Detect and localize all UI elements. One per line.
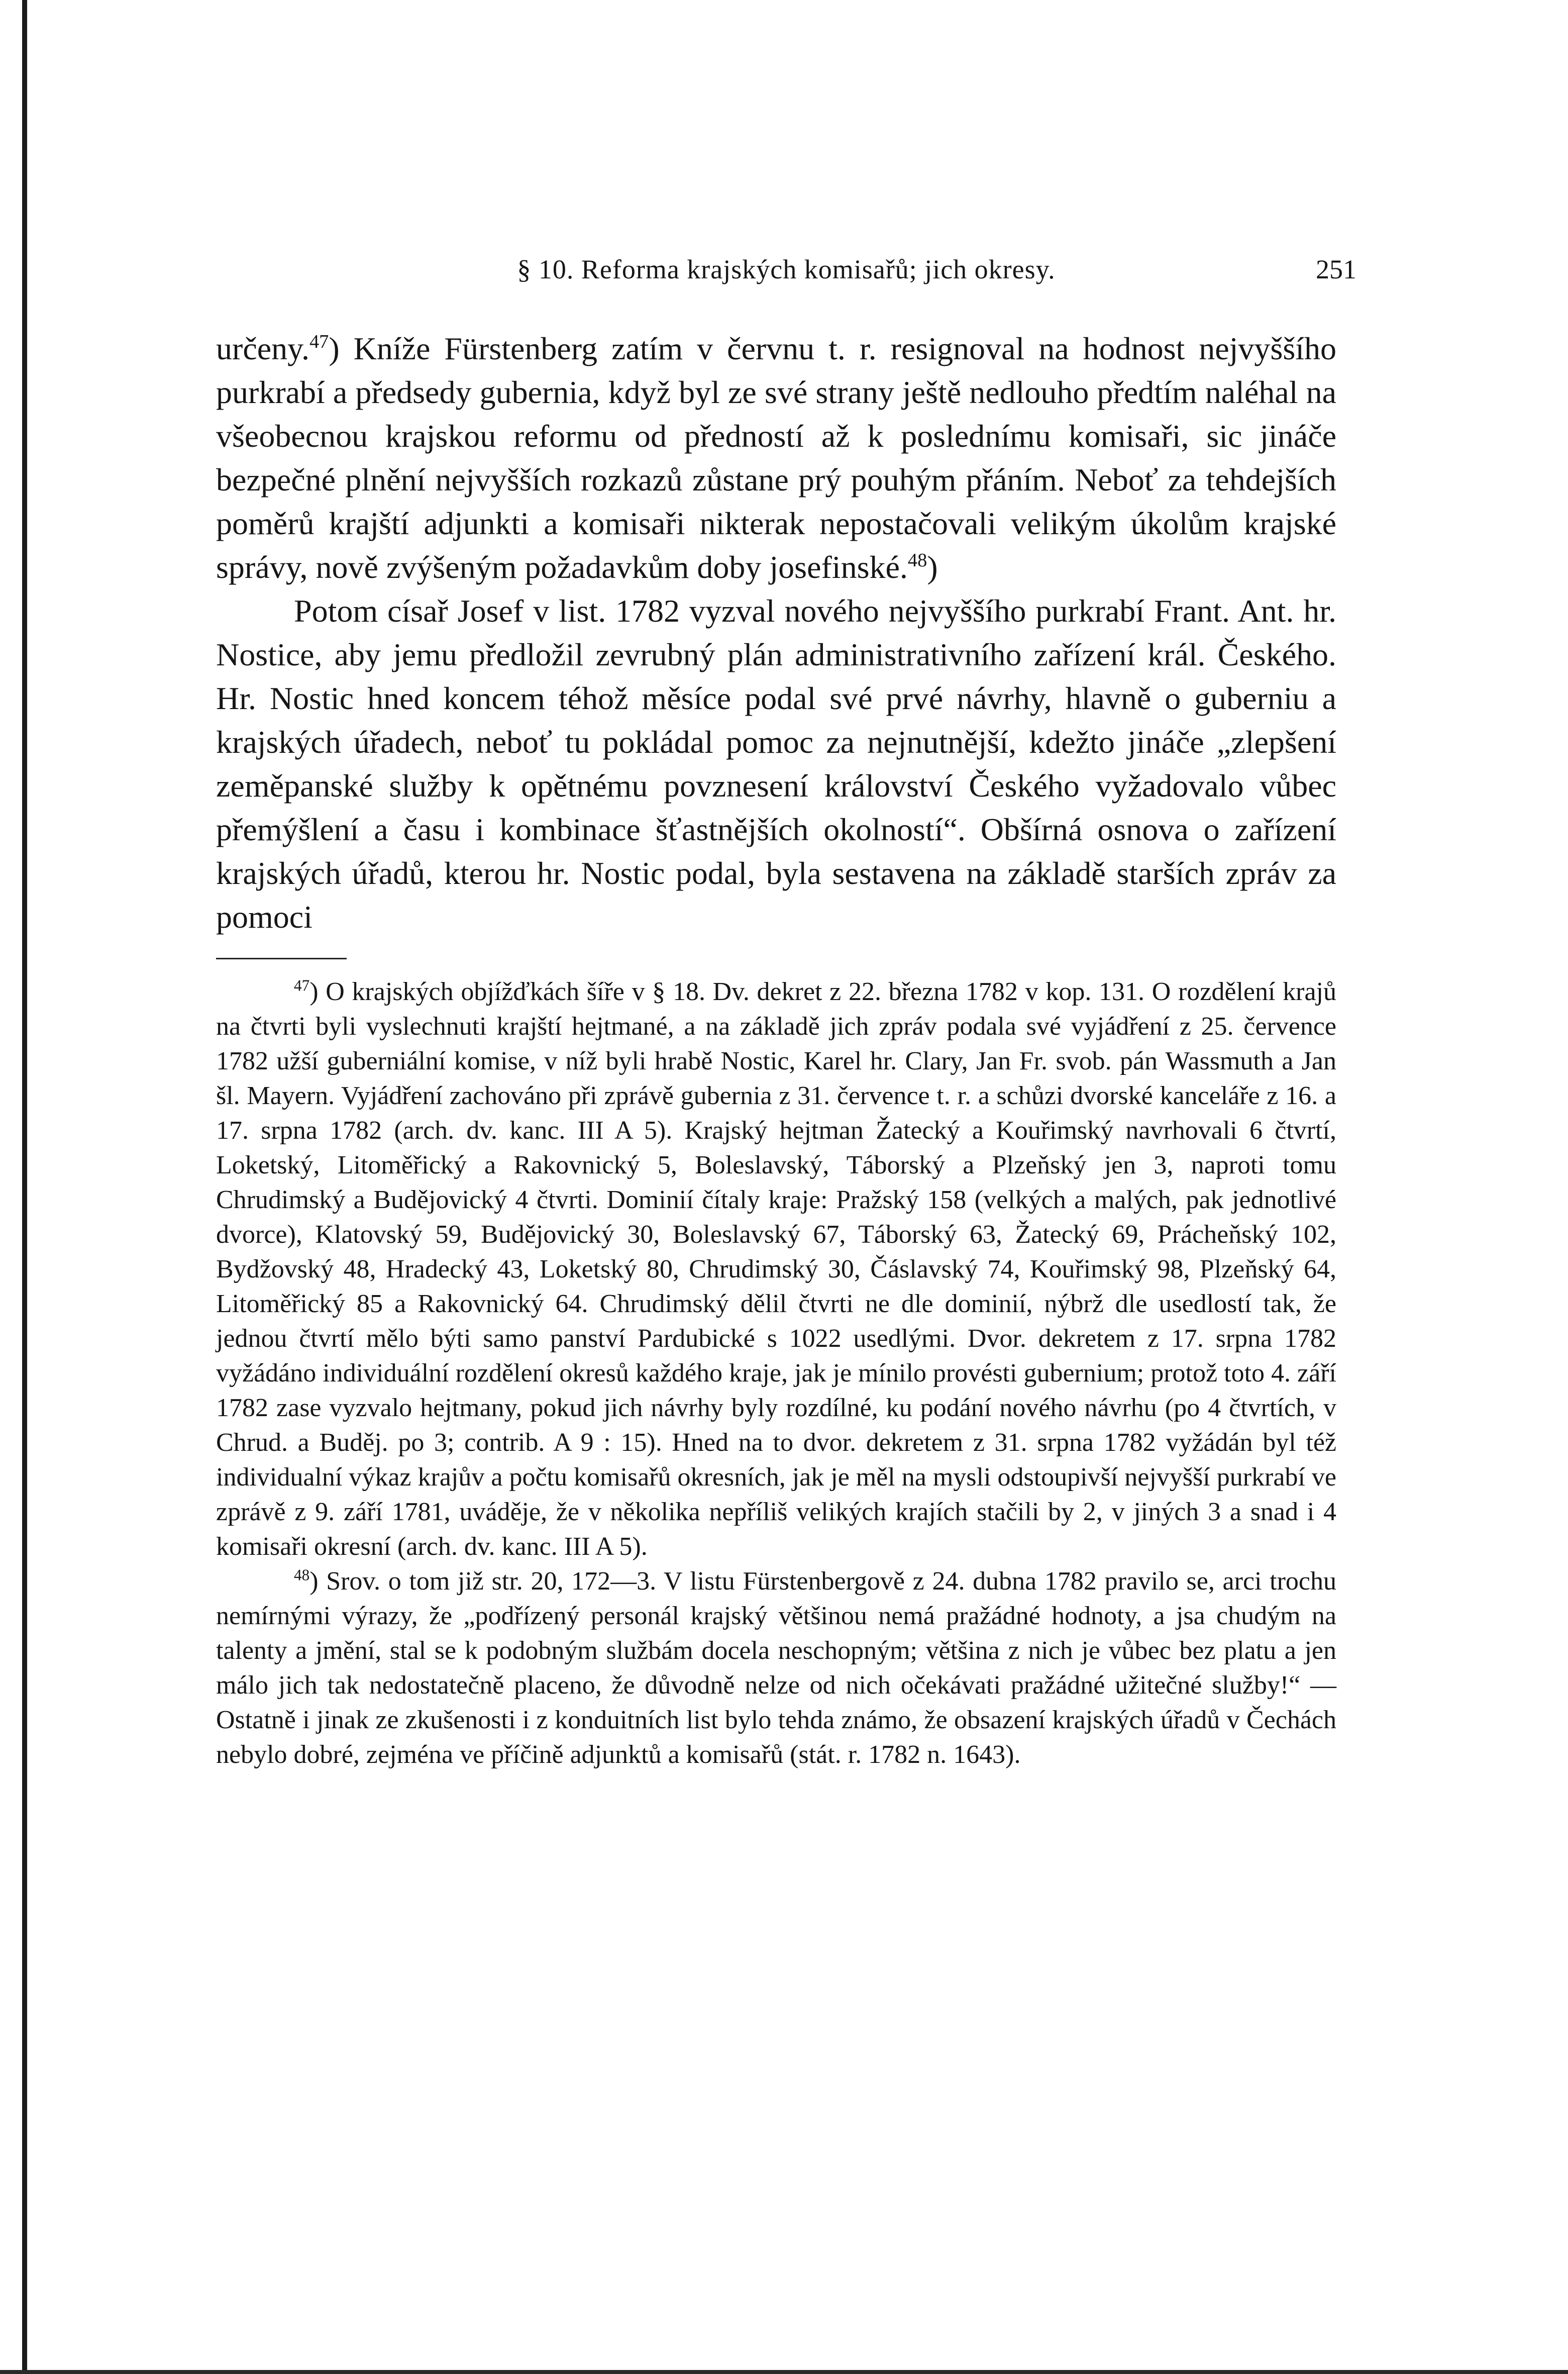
footnote-ref-47: 47 — [309, 331, 329, 352]
scan-bottom-edge — [0, 2370, 1568, 2374]
paragraph-1-start: určeny. — [216, 331, 309, 366]
footnote-divider — [216, 958, 347, 959]
paragraph-1-end: ) — [927, 549, 938, 585]
footnote-ref-48: 48 — [907, 549, 927, 571]
footnote-47 — [216, 974, 1336, 1564]
scan-left-edge — [22, 0, 27, 2374]
footnote-48-text: ) Srov. o tom již str. 20, 172—3. V listu Fürstenbergově z 24. dubna 1782 pravilo se, arci trochu nemírnými výrazy, že „podřízený personál krajský většinou nemá pražádné hodnoty, a jsa chudým na talenty a jmění, stal se k podobným službám docela neschopným; většina z nich je vůbec bez platu a jen málo jich tak nedostatečně placeno, že důvodně nelze od nich očekávati pražádné užitečné služby!“ — Ostatně i jinak ze zkušenosti i z konduitních list bylo tehda známo, že obsazení krajských úřadů v Čechách nebylo dobré, zejména ve příčině adjunktů a komisařů (stát. r. 1782 n. 1643). — [216, 1567, 1336, 1769]
footnote-47-text: ) O krajských objížďkách šíře v § 18. Dv. dekret z 22. března 1782 v kop. 131. O rozdělení krajů na čtvrti byli vyslechnuti krajští hejtmané, a na základě jich zpráv podala své vyjádření z 25. července 1782 užší guberniální komise, v níž byli hrabě Nostic, Karel hr. Clary, Jan Fr. svob. pán Wassmuth a Jan šl. Mayern. Vyjádření zachováno při zprávě gubernia z 31. července t. r. a schůzi dvorské kanceláře z 16. a 17. srpna 1782 (arch. dv. kanc. III A 5). Krajský hejtman Žatecký a Kouřimský navrhovali 6 čtvrtí, Loketský, Litoměřický a Rakovnický 5, Boleslavský, Táborský a Plzeňský jen 3, naproti tomu Chrudimský a Budějovický 4 čtvrti. Dominií čítaly kraje: Pražský 158 (velkých a malých, pak jednotlivé dvorce), Klatovský 59, Budějovický 30, Boleslavský 67, Táborský 63, Žatecký 69, Prácheňský 102, Bydžovský 48, Hradecký 43, Loketský 80, Chrudimský 30, Čáslavský 74, Kouřimský 98, Plzeňský 64, Litoměřický 85 a Rakovnický 64. Chrudimský dělil čtvrti ne dle dominií, nýbrž dle usedlostí tak, že jednou čtvrtí mělo býti samo panství Pardubické s 1022 usedlými. Dvor. dekretem z 17. srpna 1782 vyžádáno individuální rozdělení okresů každého kraje, jak je mínilo provésti gubernium; protož toto 4. září 1782 zase vyzvalo hejtmany, pokud jich návrhy byly rozdílné, ku podání nového návrhu (po 4 čtvrtích, v Chrud. a Buděj. po 3; contrib. A 9 : 15). Hned na to dvor. dekretem z 31. srpna 1782 vyžádán byl též individualní výkaz krajův a počtu komisařů okresních, jak je měl na mysli odstoupivší nejvyšší purkrabí ve zprávě z 9. září 1781, uváděje, že v několika nepříliš velikých krajích stačili by 2, v jiných 3 a snad i 4 komisaři okresní (arch. dv. kanc. III A 5). — [216, 977, 1336, 1561]
header-title: § 10. Reforma krajských komisařů; jich okresy. — [517, 254, 1056, 284]
page-body — [216, 327, 1336, 1772]
footnote-48-mark: 48 — [294, 1566, 310, 1584]
running-header — [216, 254, 1356, 294]
footnote-47-mark: 47 — [294, 976, 310, 995]
paragraph-1-middle: ) Kníže Fürstenberg zatím v červnu t. r. resignoval na hodnost nejvyššího purkrabí a předsedy gubernia, když byl ze své strany ještě nedlouho předtím naléhal na všeobecnou krajskou reformu od předností až k poslednímu komisaři, sic jináče bezpečné plnění nejvyšších rozkazů zůstane prý pouhým přáním. Neboť za tehdejších poměrů krajští adjunkti a komisaři nikterak nepostačovali velikým úkolům krajské správy, nově zvýšeným požadavkům doby josefinské. — [216, 331, 1336, 585]
page-number: 251 — [1316, 254, 1356, 284]
paragraph-1 — [216, 327, 1336, 589]
paragraph-2: Potom císař Josef v list. 1782 vyzval nového nejvyššího purkrabí Frant. Ant. hr. Nostice, aby jemu předložil zevrubný plán administrativního zařízení král. Českého. Hr. Nostic hned koncem téhož měsíce podal své prvé návrhy, hlavně o guberniu a krajských úřadech, neboť tu pokládal pomoc za nejnutnější, kdežto jináče „zlepšení zeměpanské služby k opětnému povznesení království Českého vyžadovalo vůbec přemýšlení a času i kombinace šťastnějších okolností“. Obšírná osnova o zařízení krajských úřadů, kterou hr. Nostic podal, byla sestavena na základě starších zpráv za pomoci — [216, 593, 1336, 935]
footnote-48 — [216, 1564, 1336, 1772]
